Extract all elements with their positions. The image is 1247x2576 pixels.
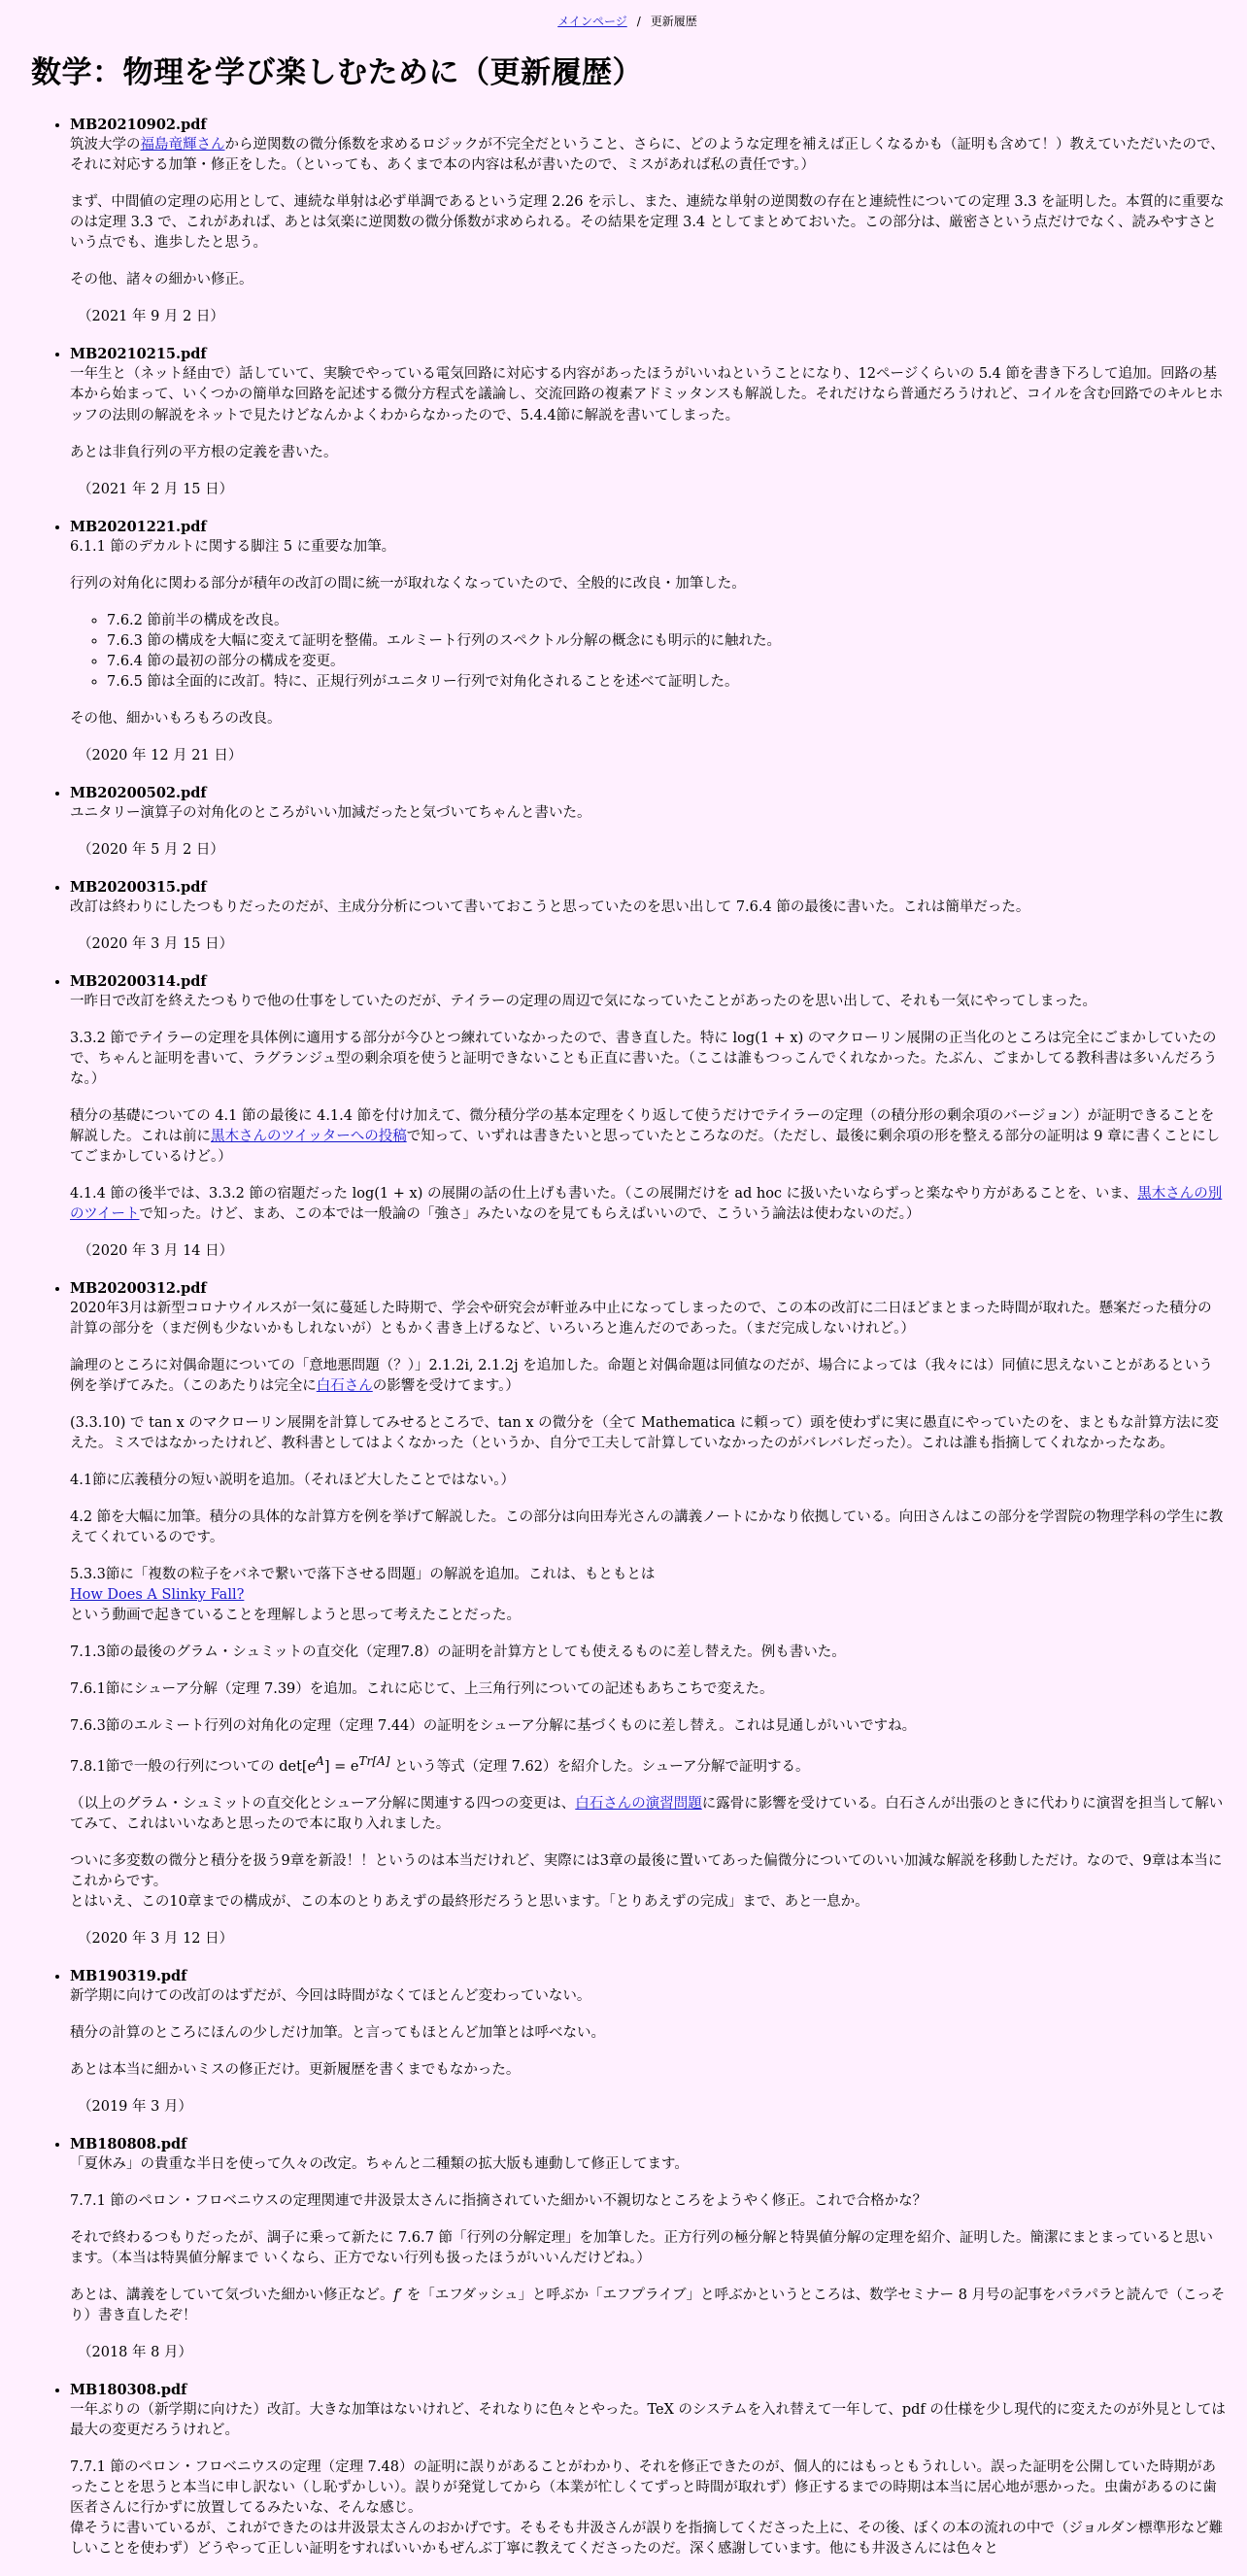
- page-title: 数学：物理を学び楽しむために（更新履歴）: [31, 55, 643, 91]
- entry-filename: • MB190319.pdf: [70, 1968, 187, 1985]
- entry-paragraph: あとは本当に細かいミスの修正だけ。更新履歴を書くまでもなかった。: [70, 2062, 521, 2079]
- entry-paragraph: 2020年3月は新型コロナウイルスが一気に蔓延した時期で、学会や研究会が軒並み中止になってしまったので、この本の改訂に二日ほどまとまった時間が取れた。懸案だった積分の計算の部分を（まだ例も少ないかもしれないが）ともかく書き上げるなど、いろいろと進んだのであった。（まだ完成しないけれど。）: [70, 1300, 1212, 1337]
- entry-date: （2019 年 3 月）: [78, 2099, 192, 2116]
- entry-paragraph: ユニタリー演算子の対角化のところがいい加減だったと気づいてちゃんと書いた。: [70, 804, 591, 821]
- history-entry: [70, 517, 1226, 766]
- history-entry: [70, 2134, 1226, 2363]
- entry-paragraph: 論理のところに対偶命題についての「意地悪問題（？）」2.1.2i, 2.1.2j を追加した。命題と対偶命題は同値なのだが、場合によっては（我々には）同値に思えないことがあるという例を挙げてみた。（このあたりは完全に白石さんの影響を受けてます。）: [70, 1358, 1213, 1395]
- entry-paragraph: まず、中間値の定理の応用として、連続な単射は必ず単調であるという定理 2.26 を示し、また、連続な単射の逆関数の存在と連続性についての定理 3.3 を証明した。本質的に重要なのは定理 3.3 で、これがあれば、あとは気楽に逆関数の微分係数が求められる。その結果を定理 3.4 としてまとめておいた。この部分は、厳密さという点だけでなく、読みやすさという点でも、進歩したと思う。: [70, 194, 1225, 252]
- entry-paragraph: 筑波大学の福島竜輝さんから逆関数の微分係数を求めるロジックが不完全だということ、さらに、どのような定理を補えば正しくなるかも（証明も含めて！）教えていただいたので、それに対応する加筆・修正をした。（といっても、あくまで本の内容は私が書いたので、ミスがあれば私の責任です。）: [70, 137, 1225, 174]
- change-list: [70, 611, 1226, 693]
- entry-paragraph: 積分の計算のところにほんの少しだけ加筆。と言ってもほとんど加筆とは呼べない。: [70, 2025, 605, 2042]
- history-entry: [70, 2380, 1226, 2559]
- update-history-list: [29, 115, 1226, 2559]
- entry-paragraph: 7.1.3節の最後のグラム・シュミットの直交化（定理7.8）の証明を計算方としても使えるものに差し替えた。例も書いた。: [70, 1644, 846, 1661]
- entry-paragraph: 一年生と（ネット経由で）話していて、実験でやっている電気回路に対応する内容があったほうがいいねということになり、12ページくらいの 5.4 節を書き下ろして追加。回路の基本から始まって、いくつかの簡単な回路を記述する微分方程式を議論し、交流回路の複素アドミッタンスも解説した。それだけなら普通だろうけれど、コイルを含む回路でのキルヒホッフの法則の解説をネットで見たけどなんかよくわからなかったので、5.4.4節に解説を書いてしまった。: [70, 366, 1224, 424]
- entry-filename: • MB180308.pdf: [70, 2382, 187, 2399]
- entry-paragraph: (3.3.10) で tan x のマクローリン展開を計算してみせるところで、tan x の微分を（全て Mathematica に頼って）頭を使わずに実に愚直にやっていたのを、まともな計算方法に変えた。ミスではなかったけれど、教科書としてはよくなかった（というか、自分で工夫して計算していなかったのがバレバレだった）。これは誰も指摘してくれなかったなあ。: [70, 1415, 1219, 1452]
- history-entry: [70, 1278, 1226, 1949]
- person-link[interactable]: 福島竜輝さん: [140, 137, 225, 153]
- entry-paragraph: それで終わるつもりだったが、調子に乗って新たに 7.6.7 節「行列の分解定理」を加筆した。正方行列の極分解と特異値分解の定理を紹介、証明した。簡潔にまとまっていると思います。（本当は特異値分解まで いくなら、正方でない行列も扱ったほうがいいんだけどね。）: [70, 2230, 1213, 2267]
- entry-paragraph: その他、諸々の細かい修正。: [70, 272, 253, 288]
- entry-date: （2018 年 8 月）: [78, 2345, 192, 2361]
- entry-filename: • MB20210902.pdf: [70, 117, 207, 134]
- entry-paragraph: （以上のグラム・シュミットの直交化とシューア分解に関連する四つの変更は、白石さんの演習問題に露骨に影響を受けている。白石さんが出張のときに代わりに演習を担当して解いてみて、これはいいなあと思ったので本に取り入れました。: [70, 1796, 1224, 1833]
- video-link[interactable]: How Does A Slinky Fall?: [70, 1587, 245, 1604]
- entry-paragraph: その他、細かいもろもろの改良。: [70, 710, 282, 727]
- breadcrumb-home-link[interactable]: メインページ: [557, 15, 627, 28]
- entry-date: （2020 年 5 月 2 日）: [78, 841, 224, 858]
- entry-paragraph: 改訂は終わりにしたつもりだったのだが、主成分分析について書いておこうと思っていたのを思い出して 7.6.4 節の最後に書いた。これは簡単だった。: [70, 898, 1030, 915]
- entry-paragraph: 7.6.3節のエルミート行列の対角化の定理（定理 7.44）の証明をシューア分解に基づくものに差し替え。これは見通しがいいですね。: [70, 1718, 917, 1735]
- list-item: ◦ 7.6.3 節の構成を大幅に変えて証明を整備。エルミート行列のスペクトル分解の概念にも明示的に触れた。: [107, 631, 1226, 652]
- entry-paragraph: 4.1.4 節の後半では、3.3.2 節の宿題だった log(1 + x) の展開の話の仕上げも書いた。（この展開だけを ad hoc に扱いたいならずっと楽なやり方があることを、いま、黒木さんの別のツイートで知った。けど、まあ、この本では一般論の「強さ」みたいなのを見てもらえばいいので、こういう論法は使わないのだ。）: [70, 1185, 1223, 1222]
- entry-paragraph: 一年ぶりの（新学期に向けた）改訂。大きな加筆はないけれど、それなりに色々とやった。TeX のシステムを入れ替えて一年して、pdf の仕様を少し現代的に変えたのが外見としては最大の変更だろうけれど。: [70, 2402, 1226, 2439]
- entry-filename: • MB20201221.pdf: [70, 518, 207, 535]
- tweet-link[interactable]: 黒木さんのツイッターへの投稿: [211, 1128, 407, 1144]
- entry-filename: • MB20200314.pdf: [70, 972, 207, 990]
- list-item: ◦ 7.6.2 節前半の構成を改良。: [107, 611, 1226, 631]
- breadcrumb-current: 更新履歴: [650, 15, 697, 28]
- history-entry: [70, 115, 1226, 327]
- history-entry: [70, 783, 1226, 861]
- entry-paragraph: 一昨日で改訂を終えたつもりで他の仕事をしていたのだが、テイラーの定理の周辺で気になっていたことがあったのを思い出して、それも一気にやってしまった。: [70, 993, 1097, 1009]
- entry-paragraph: あとは非負行列の平方根の定義を書いた。: [70, 444, 338, 460]
- entry-date: （2020 年 12 月 21 日）: [78, 747, 243, 763]
- entry-date: （2020 年 3 月 15 日）: [78, 935, 234, 952]
- exercise-link[interactable]: 白石さんの演習問題: [575, 1796, 702, 1813]
- entry-paragraph: ついに多変数の微分と積分を扱う9章を新設！！というのは本当だけれど、実際には3章の最後に置いてあった偏微分についてのいい加減な解説を移動しただけ。なので、9章は本当にこれからです。 とはいえ、この10章までの構成が、この本のとりあえずの最終形だろうと思います。「とりあえずの完成」まで、あと一息か。: [70, 1853, 1223, 1911]
- history-entry: [70, 1966, 1226, 2118]
- entry-paragraph: 4.2 節を大幅に加筆。積分の具体的な計算方を例を挙げて解説した。この部分は向田寿光さんの講義ノートにかなり依拠している。向田さんはこの部分を学習院の物理学科の学生に教えてくれているのです。: [70, 1509, 1224, 1546]
- entry-filename: • MB20210215.pdf: [70, 346, 207, 363]
- entry-paragraph: 3.3.2 節でテイラーの定理を具体例に適用する部分が今ひとつ練れていなかったので、書き直した。特に log(1 + x) のマクローリン展開の正当化のところは完全にごまかしていたので、ちゃんと証明を書いて、ラグランジュ型の剰余項を使うと証明できないことも正直に書いた。（ここは誰もつっこんでくれなかった。たぶん、ごまかしてる教科書は多いんだろうな。）: [70, 1030, 1218, 1087]
- entry-date: （2021 年 2 月 15 日）: [78, 481, 234, 497]
- entry-date: （2021 年 9 月 2 日）: [78, 309, 224, 325]
- entry-paragraph: 7.8.1節で一般の行列についての $\det[e^A] = e^{Tr[A]}$ という等式（定理 7.62）を紹介した。シューア分解で証明する。: [70, 1754, 810, 1776]
- entry-paragraph: 4.1節に広義積分の短い説明を追加。（それほど大したことではない。）: [70, 1473, 516, 1489]
- entry-paragraph: あとは、講義をしていて気づいた細かい修正など。f′ を「エフダッシュ」と呼ぶか「エフプライブ」と呼ぶかというところは、数学セミナー 8 月号の記事をパラパラと読んで（こっそり）書き直したぞ！: [70, 2288, 1226, 2324]
- entry-paragraph: 「夏休み」の貴重な半日を使って久々の改定。ちゃんと二種類の拡大版も連動して修正してます。: [70, 2156, 689, 2173]
- entry-paragraph: 5.3.3節に「複数の粒子をバネで繋いで落下させる問題」の解説を追加。これは、もともとは How Does A Slinky Fall? という動画で起きていることを理解しようと思って考えたことだった。: [70, 1567, 656, 1624]
- entry-paragraph: 7.6.1節にシューア分解（定理 7.39）を追加。これに応じて、上三角行列についての記述もあちこちで変えた。: [70, 1681, 774, 1698]
- entry-paragraph: 積分の基礎についての 4.1 節の最後に 4.1.4 節を付け加えて、微分積分学の基本定理をくり返して使うだけでテイラーの定理（の積分形の剰余項のバージョン）が証明できることを解説した。これは前に黒木さんのツイッターへの投稿で知って、いずれは書きたいと思っていたところなのだ。（ただし、最後に剰余項の形を整える部分の証明は 9 章に書くことにしてごまかしているけど。）: [70, 1107, 1221, 1165]
- entry-paragraph: 7.7.1 節のペロン・フロベニウスの定理（定理 7.48）の証明に誤りがあることがわかり、それを修正できたのが、個人的にはもっともうれしい。誤った証明を公開していた時期があったことを思うと本当に申し訳ない（し恥ずかしい）。誤りが発覚してから（本業が忙しくてずっと時間が取れず）修正するまでの時期は本当に居心地が悪かった。虫歯があるのに歯医者さんに行かずに放置してるみたいな、そんな感じ。 偉そうに書いているが、これができたのは井汲景太さんのおかげです。そもそも井汲さんが誤りを指摘してくださった上に、その後、ぼくの本の流れの中で（ジョルダン標準形など難しいことを使わず）どうやって正しい証明をすればいいかもぜんぶ丁寧に教えてくださったのだ。深く感謝しています。他にも井汲さんには色々と: [70, 2459, 1224, 2558]
- entry-paragraph: 行列の対角化に関わる部分が積年の改訂の間に統一が取れなくなっていたので、全般的に改良・加筆した。: [70, 575, 746, 592]
- history-entry: [70, 877, 1226, 955]
- entry-filename: • MB180808.pdf: [70, 2136, 187, 2153]
- list-item: ◦ 7.6.4 節の最初の部分の構成を変更。: [107, 652, 1226, 672]
- entry-date: （2020 年 3 月 14 日）: [78, 1242, 234, 1259]
- entry-date: （2020 年 3 月 12 日）: [78, 1931, 234, 1948]
- entry-filename: • MB20200315.pdf: [70, 878, 207, 896]
- breadcrumb-separator: /: [636, 15, 641, 28]
- person-link[interactable]: 白石さん: [316, 1378, 373, 1395]
- entry-paragraph: 新学期に向けての改訂のはずだが、今回は時間がなくてほとんど変わっていない。: [70, 1988, 591, 2005]
- entry-filename: • MB20200502.pdf: [70, 784, 207, 801]
- history-entry: [70, 344, 1226, 499]
- list-item: ◦ 7.6.5 節は全面的に改訂。特に、正規行列がユニタリー行列で対角化されることを述べて証明した。: [107, 672, 1226, 693]
- entry-paragraph: 7.7.1 節のペロン・フロベニウスの定理関連で井汲景太さんに指摘されていた細かい不親切なところをようやく修正。これで合格かな？: [70, 2193, 927, 2210]
- entry-filename: • MB20200312.pdf: [70, 1279, 207, 1297]
- history-entry: [70, 971, 1226, 1262]
- entry-paragraph: 6.1.1 節のデカルトに関する脚注 5 に重要な加筆。: [70, 538, 396, 555]
- breadcrumb: [29, 14, 1226, 30]
- tweet-link[interactable]: 黒木さんの別のツイート: [70, 1185, 1223, 1222]
